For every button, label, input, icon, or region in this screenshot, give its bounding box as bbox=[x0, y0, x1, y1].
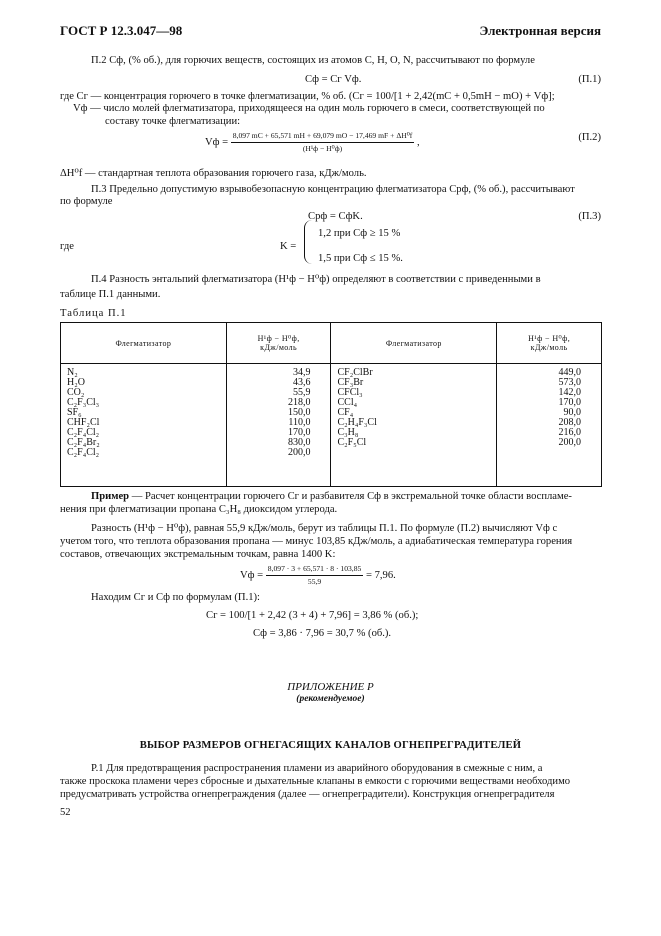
k-case-2: 1,5 при Cф ≤ 15 %. bbox=[318, 253, 403, 264]
formula-p3: Cрф = CфK. bbox=[308, 211, 363, 222]
table-header-row bbox=[61, 323, 602, 364]
formula-p2-tail: , bbox=[416, 137, 420, 148]
example-formula-result: = 7,96. bbox=[365, 570, 396, 581]
table-cell: 170,0 bbox=[558, 397, 581, 408]
where-cg: где Cг — концентрация горючего в точке флегматизации, % об. (Cг = 100/[1 + 2,42(mC + 0,5mH − mO) + Vф]; bbox=[60, 91, 555, 102]
example-p2-1: Разность (H¹ф − H⁰ф), равная 55,9 кДж/моль, берут из таблицы П.1. По формуле (П.2) вычисляют Vф с bbox=[91, 523, 558, 534]
example-p2-2: учетом того, что теплота образования пропана — минус 103,85 кДж/моль, а адиабатическая температура горения bbox=[60, 536, 573, 547]
table-cell: C₂F₅Cl bbox=[337, 437, 367, 448]
table-cell: 90,0 bbox=[563, 407, 581, 418]
edition-label: Электронная версия bbox=[479, 23, 601, 38]
example-p1-1-text: — Расчет концентрации горючего Cг и разбавителя Cф в экстремальной точке области воспламе- bbox=[129, 491, 572, 502]
table-body-row bbox=[61, 364, 602, 487]
doc-id: ГОСТ Р 12.3.047—98 bbox=[60, 23, 183, 38]
table-cell: C₃H₈ bbox=[337, 427, 359, 438]
formula-p2-denominator: (H¹ф − H⁰ф) bbox=[302, 144, 343, 153]
table-cell: CCl₄ bbox=[337, 397, 358, 408]
label-p1: (П.1) bbox=[578, 74, 601, 85]
example-p1-1 bbox=[91, 490, 572, 503]
formula-p2-lhs: Vф = bbox=[205, 137, 229, 148]
label-p2: (П.2) bbox=[578, 132, 601, 143]
table-cell: 34,9 bbox=[292, 367, 311, 378]
table-cell: CF₂ClBr bbox=[337, 367, 373, 378]
table-cell: 449,0 bbox=[558, 367, 581, 378]
col-header-value-line1: H¹ф − H⁰ф, bbox=[257, 334, 300, 343]
k-brace bbox=[304, 220, 315, 264]
p3-text-2: по формуле bbox=[60, 196, 113, 207]
left-names-cell bbox=[61, 364, 227, 487]
p2-intro: П.2 Cф, (% об.), для горючих веществ, состоящих из атомов С, Н, О, N, рассчитывают по формуле bbox=[91, 55, 535, 66]
example-p2-3: составов, отвечающих экстремальным точкам, равна 1400 K: bbox=[60, 549, 336, 560]
table-cell: C₂F₃Cl₃ bbox=[67, 397, 100, 408]
example-formula-fraction bbox=[266, 564, 364, 587]
table-cell: CF₃Br bbox=[337, 377, 364, 388]
example-cf: Cф = 3,86 · 7,96 = 30,7 % (об.). bbox=[253, 628, 392, 639]
table-cell: 208,0 bbox=[558, 417, 581, 428]
table-cell: 218,0 bbox=[287, 397, 311, 408]
appendix-title: ВЫБОР РАЗМЕРОВ ОГНЕГАСЯЩИХ КАНАЛОВ ОГНЕПРЕГРАДИТЕЛЕЙ bbox=[139, 740, 522, 751]
table-cell: 200,0 bbox=[558, 437, 581, 448]
example-p1-2: нения при флегматизации пропана C₃H₈ диоксидом углерода. bbox=[60, 504, 338, 515]
table-cell: 573,0 bbox=[558, 377, 581, 388]
formula-p1: Cф = Cг Vф. bbox=[305, 74, 362, 85]
table-cell: C₂H₄F₃Cl bbox=[337, 417, 377, 428]
table-cell: CFCl₃ bbox=[337, 387, 363, 398]
example-formula bbox=[240, 564, 396, 587]
example-formula-numerator: 8,097 · 3 + 65,571 · 8 · 103,85 bbox=[266, 564, 364, 576]
k-case-1: 1,2 при Cф ≥ 15 % bbox=[318, 228, 401, 239]
r1-line-3: предусматривать устройства огнепреграждения (далее — огнепреградители). Конструкция огнепреградителя bbox=[60, 789, 555, 800]
table-cell: N₂ bbox=[67, 367, 78, 378]
page-number: 52 bbox=[60, 807, 71, 818]
p4-text-1: П.4 Разность энтальпий флегматизатора (H¹ф − H⁰ф) определяют в соответствии с приведенными в bbox=[91, 274, 541, 285]
label-p3: (П.3) bbox=[578, 211, 601, 222]
formula-p2-numerator: 8,097 mC + 65,571 mH + 69,079 mO − 17,469 mF + ΔH⁰f bbox=[231, 131, 414, 143]
table-cell: 830,0 bbox=[287, 437, 311, 448]
p4-text-2: таблице П.1 данными. bbox=[60, 289, 161, 300]
table-cell: H₂O bbox=[67, 377, 85, 388]
example-cg: Cг = 100/[1 + 2,42 (3 + 4) + 7,96] = 3,86 % (об.); bbox=[206, 610, 419, 621]
table-cell: 142,0 bbox=[558, 387, 581, 398]
table-cell: 55,9 bbox=[292, 387, 311, 398]
r1-line-2: также проскока пламени через сбросные и дыхательные клапаны в емкости с горючими веществами необходимо bbox=[60, 776, 571, 787]
table-cell: 170,0 bbox=[287, 427, 311, 438]
table-cell: CO₂ bbox=[67, 387, 85, 398]
col-header-name: Флегматизатор bbox=[61, 323, 227, 364]
appendix-name: ПРИЛОЖЕНИЕ Р bbox=[287, 681, 374, 693]
table-cell: CF₄ bbox=[337, 407, 354, 418]
table-cell: 110,0 bbox=[288, 417, 311, 428]
col-header-name-2: Флегматизатор bbox=[331, 323, 497, 364]
col-header-value-2-line1: H¹ф − H⁰ф, bbox=[528, 334, 571, 343]
table-cell: 150,0 bbox=[287, 407, 311, 418]
example-lead: Пример bbox=[91, 491, 130, 502]
formula-p2 bbox=[205, 131, 420, 154]
table-cell: 216,0 bbox=[558, 427, 581, 438]
r1-line-1: Р.1 Для предотвращения распространения пламени из аварийного оборудования в смежные с ним, а bbox=[91, 763, 543, 774]
delta-h-def: ΔH⁰f — стандартная теплота образования горючего газа, кДж/моль. bbox=[60, 168, 367, 179]
col-header-value-line2: кДж/моль bbox=[260, 343, 298, 352]
p3-text-1: П.3 Предельно допустимую взрывобезопасную концентрацию флегматизатора Cрф, (% об.), рассчитывают bbox=[91, 184, 575, 195]
table-cell: C₂F₄Br₂ bbox=[67, 437, 100, 448]
where-vf-1: Vф — число молей флегматизатора, приходящееся на один моль горючего в смеси, соответствующей по bbox=[73, 103, 545, 114]
col-header-value-2 bbox=[497, 323, 602, 364]
example-formula-lhs: Vф = bbox=[240, 570, 264, 581]
table-cell: SF₆ bbox=[67, 407, 82, 418]
formula-p2-fraction bbox=[231, 131, 414, 154]
table-cell: CHF₂Cl bbox=[67, 417, 100, 428]
table-caption: Таблица П.1 bbox=[60, 308, 127, 319]
phlegmatizer-table bbox=[60, 322, 602, 487]
where-vf-2: составу точке флегматизации: bbox=[105, 116, 241, 127]
left-values-cell bbox=[226, 364, 331, 487]
k-lhs: K = bbox=[280, 241, 297, 252]
right-values-cell bbox=[497, 364, 602, 487]
table-cell: 43,6 bbox=[292, 377, 311, 388]
right-names-cell bbox=[331, 364, 497, 487]
table-cell: C₂F₄Cl₂ bbox=[67, 427, 100, 438]
table-cell: 200,0 bbox=[287, 447, 311, 458]
table-cell: C₂F₄Cl₂ bbox=[67, 447, 100, 458]
col-header-value-2-line2: кДж/моль bbox=[530, 343, 568, 352]
example-find: Находим Cг и Cф по формулам (П.1): bbox=[91, 592, 260, 603]
col-header-value bbox=[226, 323, 331, 364]
appendix-status: (рекомендуемое) bbox=[296, 694, 365, 704]
example-formula-denominator: 55,9 bbox=[307, 577, 322, 586]
p3-where: где bbox=[60, 241, 74, 252]
